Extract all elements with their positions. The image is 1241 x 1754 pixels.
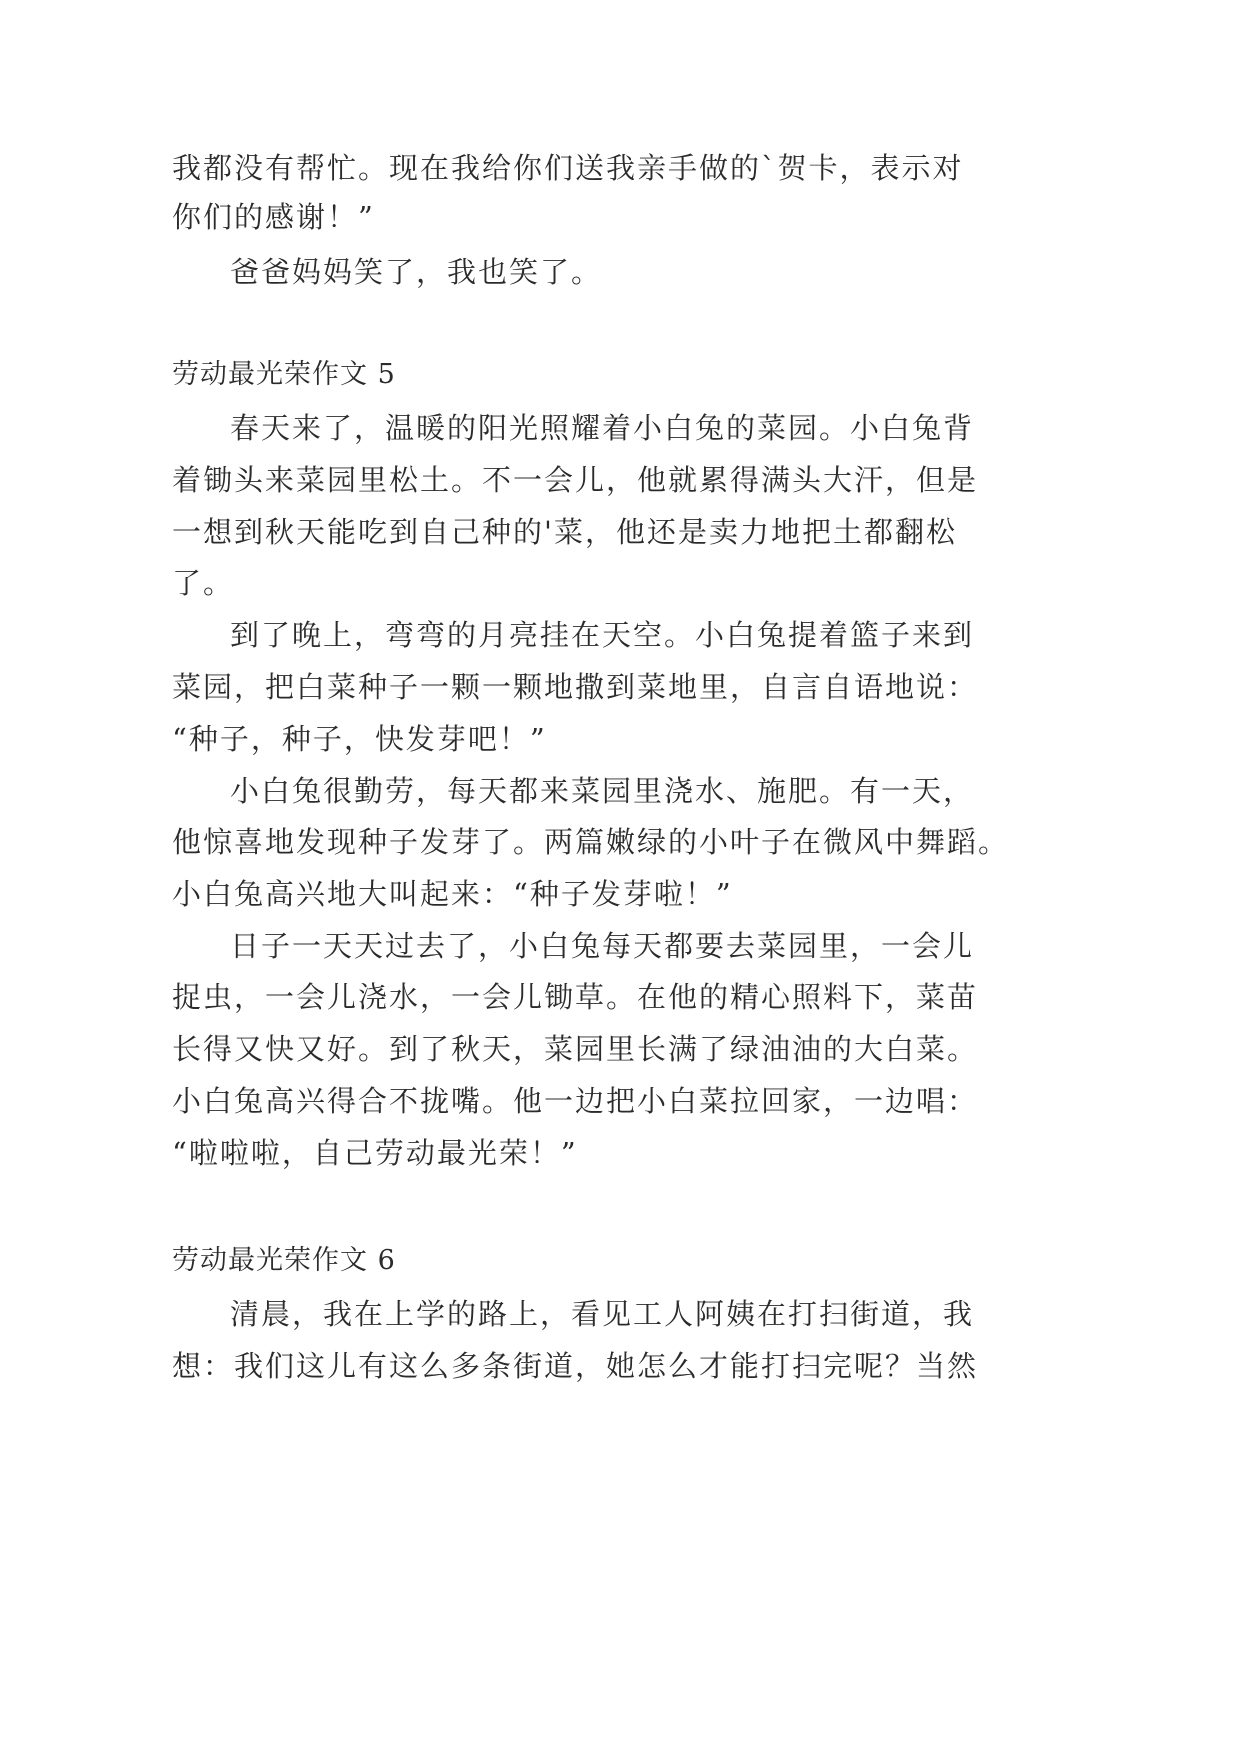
- paragraph-line: 到了晚上，弯弯的月亮挂在天空。小白兔提着篮子来到: [230, 618, 975, 652]
- paragraph-line: 你们的感谢！”: [172, 200, 375, 234]
- paragraph-line: 一想到秋天能吃到自己种的'菜，他还是卖力地把土都翻松: [172, 515, 957, 549]
- paragraph-line: 清晨，我在上学的路上，看见工人阿姨在打扫街道，我: [230, 1297, 975, 1331]
- paragraph-line: 爸爸妈妈笑了，我也笑了。: [230, 255, 603, 289]
- section-heading: 劳动最光荣作文 6: [172, 1245, 396, 1276]
- paragraph-line: “种子，种子，快发芽吧！”: [172, 722, 547, 756]
- paragraph-line: 想：我们这儿有这么多条街道，她怎么才能打扫完呢？当然: [172, 1349, 979, 1383]
- paragraph-line: 小白兔高兴得合不拢嘴。他一边把小白菜拉回家，一边唱：: [172, 1084, 979, 1118]
- paragraph-line: 日子一天天过去了，小白兔每天都要去菜园里，一会儿: [230, 929, 975, 963]
- paragraph-line: 捉虫，一会儿浇水，一会儿锄草。在他的精心照料下，菜苗: [172, 980, 979, 1014]
- paragraph-line: 着锄头来菜园里松土。不一会儿，他就累得满头大汗，但是: [172, 463, 979, 497]
- paragraph-line: 他惊喜地发现种子发芽了。两篇嫩绿的小叶子在微风中舞蹈。: [172, 825, 1010, 859]
- section-heading: 劳动最光荣作文 5: [172, 359, 396, 390]
- paragraph-line: 菜园，把白菜种子一颗一颗地撒到菜地里，自言自语地说：: [172, 670, 979, 704]
- paragraph-line: 小白兔高兴地大叫起来：“种子发芽啦！”: [172, 877, 733, 911]
- paragraph-line: 我都没有帮忙。现在我给你们送我亲手做的`贺卡，表示对: [172, 151, 964, 185]
- paragraph-line: 了。: [172, 566, 235, 600]
- paragraph-line: “啦啦啦，自己劳动最光荣！”: [172, 1136, 578, 1170]
- paragraph-line: 小白兔很勤劳，每天都来菜园里浇水、施肥。有一天，: [230, 774, 975, 808]
- paragraph-line: 长得又快又好。到了秋天，菜园里长满了绿油油的大白菜。: [172, 1032, 979, 1066]
- paragraph-line: 春天来了，温暖的阳光照耀着小白兔的菜园。小白兔背: [230, 411, 975, 445]
